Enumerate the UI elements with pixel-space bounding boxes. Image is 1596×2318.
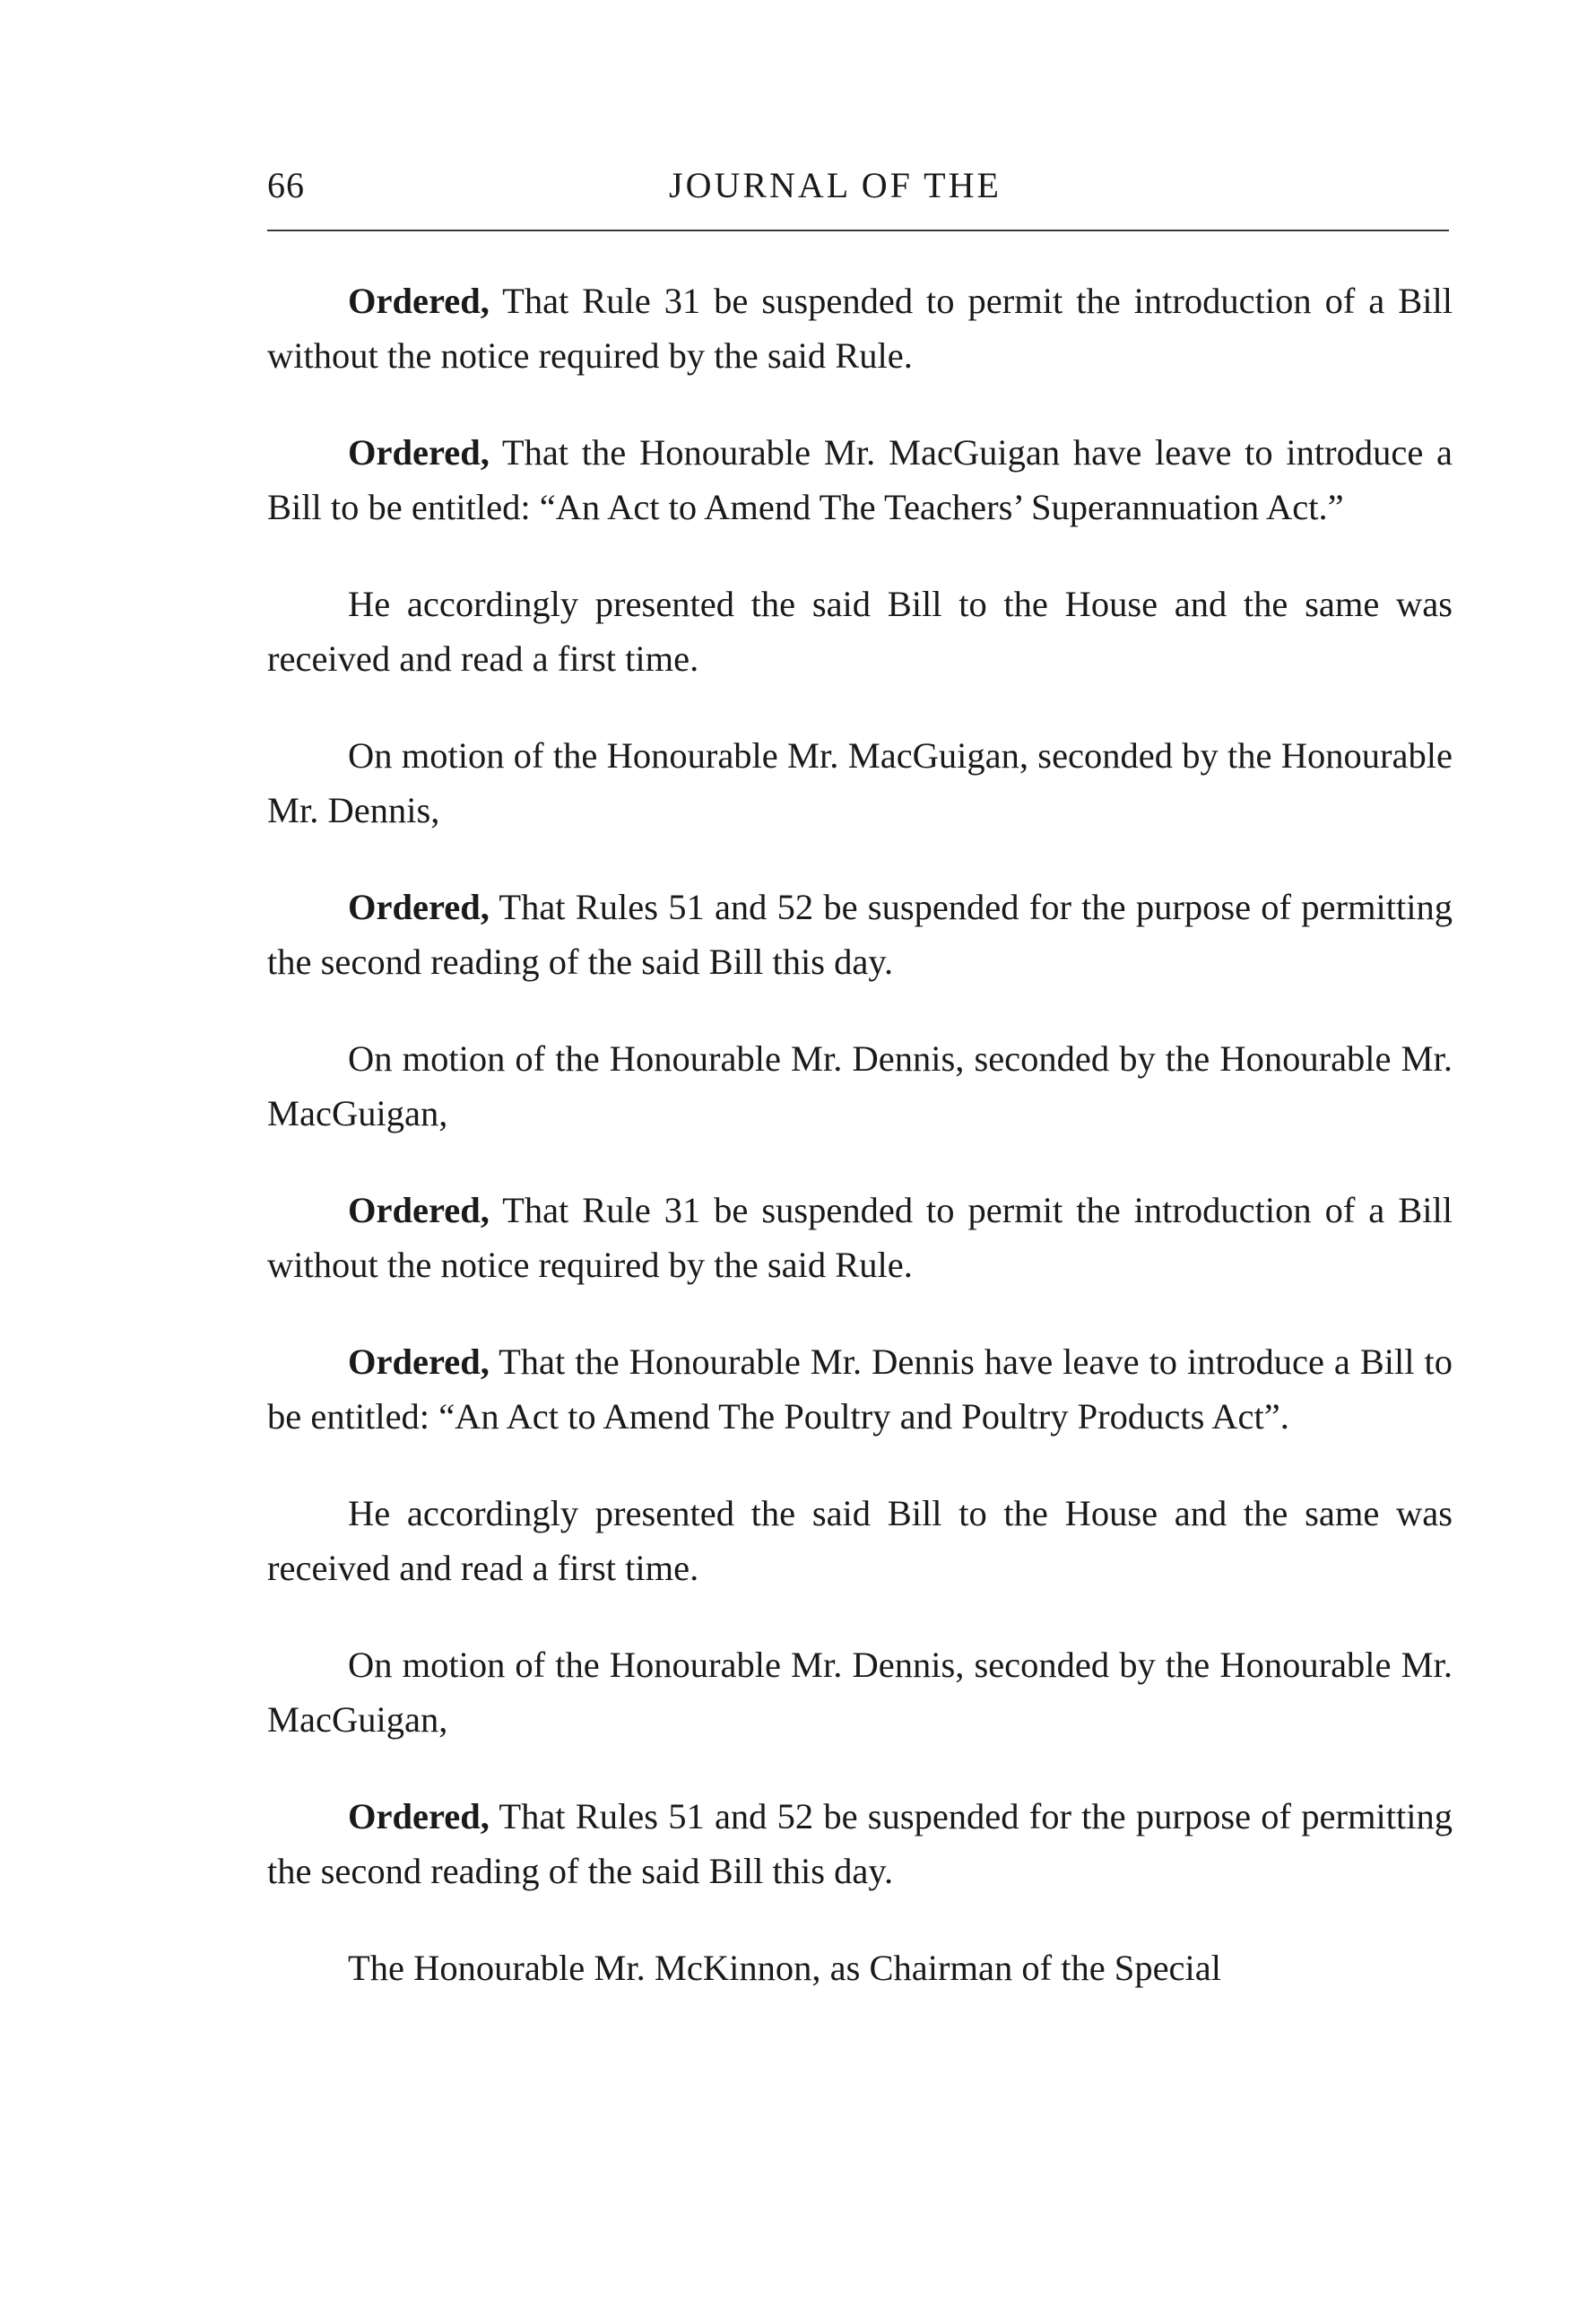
paragraph — [267, 1031, 1453, 1141]
ordered-lead: Ordered, — [348, 887, 490, 927]
body-text — [267, 273, 1453, 2037]
paragraph-text: The Honourable Mr. McKinnon, as Chairman of the Special — [348, 1948, 1222, 1988]
paragraph — [267, 1334, 1453, 1444]
paragraph-text: That Rule 31 be suspended to permit the introduction of a Bill without the notice required by the said Rule. — [267, 1190, 1453, 1285]
paragraph-text: That Rules 51 and 52 be suspended for the purpose of permitting the second reading of the said Bill this day. — [267, 1796, 1453, 1891]
paragraph — [267, 1637, 1453, 1747]
paragraph — [267, 728, 1453, 838]
paragraph — [267, 1940, 1453, 1995]
paragraph — [267, 1183, 1453, 1292]
paragraph — [267, 425, 1453, 534]
ordered-lead: Ordered, — [348, 1341, 490, 1382]
paragraph-text: That Rules 51 and 52 be suspended for the purpose of permitting the second reading of the said Bill this day. — [267, 887, 1453, 982]
paragraph-text: On motion of the Honourable Mr. Dennis, seconded by the Honourable Mr. MacGuigan, — [267, 1645, 1453, 1740]
paragraph-text: He accordingly presented the said Bill to the House and the same was received and read a first time. — [267, 1493, 1453, 1588]
ordered-lead: Ordered, — [348, 1190, 490, 1230]
paragraph — [267, 1789, 1453, 1898]
page-header — [267, 164, 1451, 218]
paragraph — [267, 577, 1453, 686]
ordered-lead: Ordered, — [348, 1796, 490, 1836]
ordered-lead: Ordered, — [348, 432, 490, 473]
running-head: JOURNAL OF THE — [669, 165, 1002, 205]
paragraph-text: That the Honourable Mr. MacGuigan have leave to introduce a Bill to be entitled: “An Act to Amend The Teachers’ Superannuation Act.” — [267, 432, 1453, 527]
page-number: 66 — [267, 165, 305, 205]
header-rule — [267, 230, 1449, 231]
paragraph-text: On motion of the Honourable Mr. MacGuigan, seconded by the Honourable Mr. Dennis, — [267, 735, 1453, 830]
paragraph-text: That Rule 31 be suspended to permit the introduction of a Bill without the notice required by the said Rule. — [267, 281, 1453, 376]
paragraph — [267, 1486, 1453, 1595]
ordered-lead: Ordered, — [348, 281, 490, 321]
paragraph-text: He accordingly presented the said Bill to the House and the same was received and read a first time. — [267, 584, 1453, 679]
paragraph-text: That the Honourable Mr. Dennis have leave to introduce a Bill to be entitled: “An Act to Amend The Poultry and Poultry Products Act”. — [267, 1341, 1453, 1437]
paragraph — [267, 880, 1453, 989]
paragraph-text: On motion of the Honourable Mr. Dennis, seconded by the Honourable Mr. MacGuigan, — [267, 1038, 1453, 1133]
paragraph — [267, 273, 1453, 383]
